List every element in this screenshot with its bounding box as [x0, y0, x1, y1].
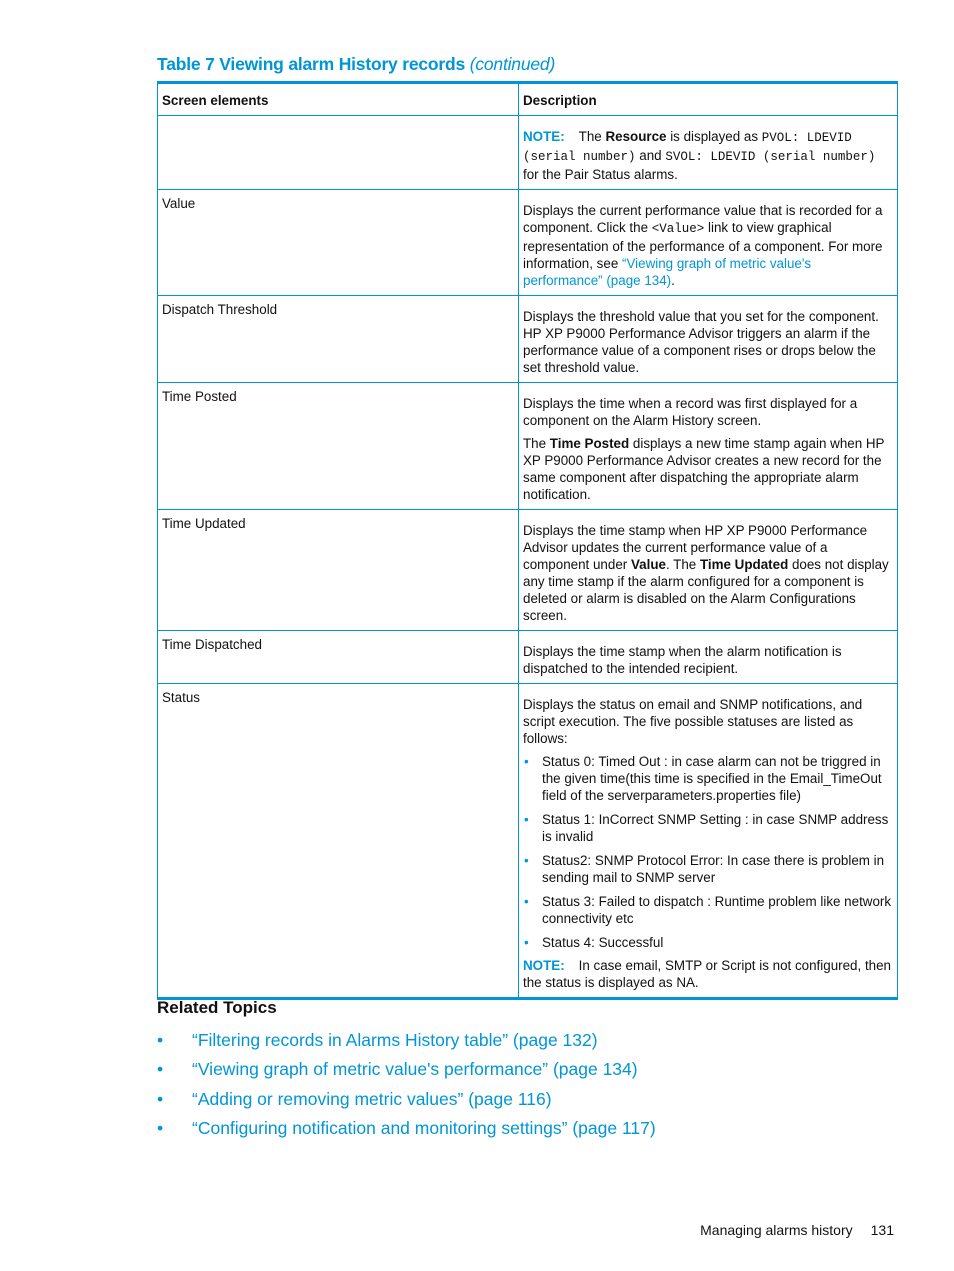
- bullet-icon: •: [524, 812, 529, 827]
- page-number: 131: [870, 1222, 894, 1238]
- table-caption: [157, 54, 897, 75]
- bullet-icon: •: [524, 754, 529, 769]
- list-item: [523, 811, 893, 845]
- status-intro: Displays the status on email and SNMP notifications, and script execution. The five possible statuses are listed as follows:: [523, 697, 863, 746]
- related-topic-link[interactable]: “Configuring notification and monitoring settings” (page 117): [192, 1117, 656, 1138]
- table-caption-title: Table 7 Viewing alarm History records: [157, 54, 466, 74]
- bullet-icon: •: [524, 935, 529, 950]
- bullet-icon: •: [157, 1059, 164, 1080]
- table-row: [158, 510, 898, 631]
- description-cell: [519, 190, 898, 296]
- page-footer: [700, 1222, 894, 1238]
- status-item-text: Status 4: Successful: [542, 935, 664, 950]
- table-row: [158, 631, 898, 684]
- status-item-text: Status 1: InCorrect SNMP Setting : in case SNMP address is invalid: [542, 812, 889, 844]
- description-text: .: [671, 273, 675, 288]
- bullet-icon: •: [524, 894, 529, 909]
- related-topic-link[interactable]: “Filtering records in Alarms History table” (page 132): [192, 1030, 598, 1050]
- description-text: Displays the time stamp when HP XP P9000 Performance Advisor updates the current performance value of a component under: [523, 523, 868, 572]
- bold-time-updated: Time Updated: [699, 557, 789, 572]
- element-cell: Dispatch Threshold: [158, 296, 519, 383]
- related-topic-item: [157, 1116, 897, 1145]
- table-caption-continued: (continued): [469, 54, 556, 74]
- note-label: NOTE:: [523, 958, 565, 973]
- bullet-icon: •: [157, 1030, 164, 1050]
- related-topic-link[interactable]: “Viewing graph of metric value's performance” (page 134): [192, 1059, 638, 1080]
- table-row: [158, 296, 898, 383]
- description-text: Displays the current performance value that is recorded for a component. Click the: [523, 203, 883, 235]
- description-text: . The: [665, 557, 700, 572]
- related-topics-heading: Related Topics: [157, 998, 277, 1017]
- table-header-row: [158, 83, 898, 116]
- bold-time-posted: Time Posted: [549, 436, 630, 451]
- status-list: [523, 753, 893, 951]
- status-item-text: Status2: SNMP Protocol Error: In case there is problem in sending mail to SNMP server: [542, 853, 885, 885]
- element-cell: Time Updated: [158, 510, 519, 631]
- note-text: and: [635, 148, 666, 163]
- list-item: [523, 852, 893, 886]
- value-code: <Value>: [651, 222, 705, 236]
- value-description: [523, 202, 893, 289]
- list-item: [523, 753, 893, 804]
- related-topics-list: [157, 1028, 897, 1145]
- description-text: The: [523, 436, 550, 451]
- description-cell: [519, 510, 898, 631]
- table-row: [158, 383, 898, 510]
- element-cell-empty: [158, 116, 519, 190]
- related-topic-link[interactable]: “Adding or removing metric values” (page 116): [192, 1088, 552, 1109]
- note-text: is displayed as: [666, 129, 762, 144]
- bold-value: Value: [630, 557, 666, 572]
- header-screen-elements: Screen elements: [158, 83, 519, 116]
- alarm-history-table: [157, 81, 897, 1000]
- table-row: [158, 190, 898, 296]
- note-text: for the Pair Status alarms.: [523, 167, 678, 182]
- posted-description-2: [523, 435, 893, 503]
- table-row: [158, 684, 898, 999]
- bullet-icon: •: [157, 1117, 164, 1138]
- description-text: displays a new time stamp again when HP XP P9000 Performance Advisor creates a new record for the same component after dispatching the appropriate alarm notification.: [523, 436, 885, 502]
- element-cell: Value: [158, 190, 519, 296]
- bullet-icon: •: [157, 1088, 164, 1109]
- description-cell: [519, 383, 898, 510]
- table-row: [158, 116, 898, 190]
- description-text: link to view graphical representation of the performance of a component. For more information, see: [523, 220, 883, 271]
- note-code-svol: SVOL: LDEVID (serial number): [665, 150, 876, 164]
- footer-section: Managing alarms history: [700, 1222, 853, 1238]
- bullet-icon: •: [524, 853, 529, 868]
- note-bold-resource: Resource: [605, 129, 667, 144]
- description-text: does not display any time stamp if the alarm configured for a component is deleted or alarm is disabled on the Alarm Configurations screen.: [523, 557, 889, 623]
- list-item: [523, 934, 893, 951]
- list-item: [523, 893, 893, 927]
- resource-note: [523, 128, 893, 183]
- note-text: In case email, SMTP or Script is not configured, then the status is displayed as NA.: [523, 958, 892, 990]
- description-cell: [519, 116, 898, 190]
- note-text: The: [578, 129, 606, 144]
- status-item-text: Status 0: Timed Out : in case alarm can not be triggred in the given time(this time is specified in the Email_TimeOut field of the serverparameters.properties file): [542, 754, 882, 803]
- header-description: Description: [519, 83, 898, 116]
- note-label: NOTE:: [523, 129, 565, 144]
- description-cell: [519, 684, 898, 999]
- element-cell: Time Posted: [158, 383, 519, 510]
- status-item-text: Status 3: Failed to dispatch : Runtime problem like network connectivity etc: [542, 894, 892, 926]
- description-cell: Displays the threshold value that you set for the component. HP XP P9000 Performance Advisor triggers an alarm if the performance value of a component rises or drops below the set threshold value.: [519, 296, 898, 383]
- related-topic-item: [157, 1057, 897, 1086]
- note-code-pvol: PVOL: LDEVID (serial number): [523, 131, 852, 164]
- posted-description: Displays the time when a record was first displayed for a component on the Alarm History screen.: [523, 396, 858, 428]
- status-note: [523, 957, 893, 991]
- related-topic-item: [157, 1087, 897, 1116]
- updated-description: [523, 522, 893, 624]
- related-topic-item: [157, 1028, 897, 1057]
- description-cell: Displays the time stamp when the alarm notification is dispatched to the intended recipient.: [519, 631, 898, 684]
- element-cell: Status: [158, 684, 519, 999]
- element-cell: Time Dispatched: [158, 631, 519, 684]
- graph-link[interactable]: “Viewing graph of metric value's performance” (page 134): [523, 256, 812, 288]
